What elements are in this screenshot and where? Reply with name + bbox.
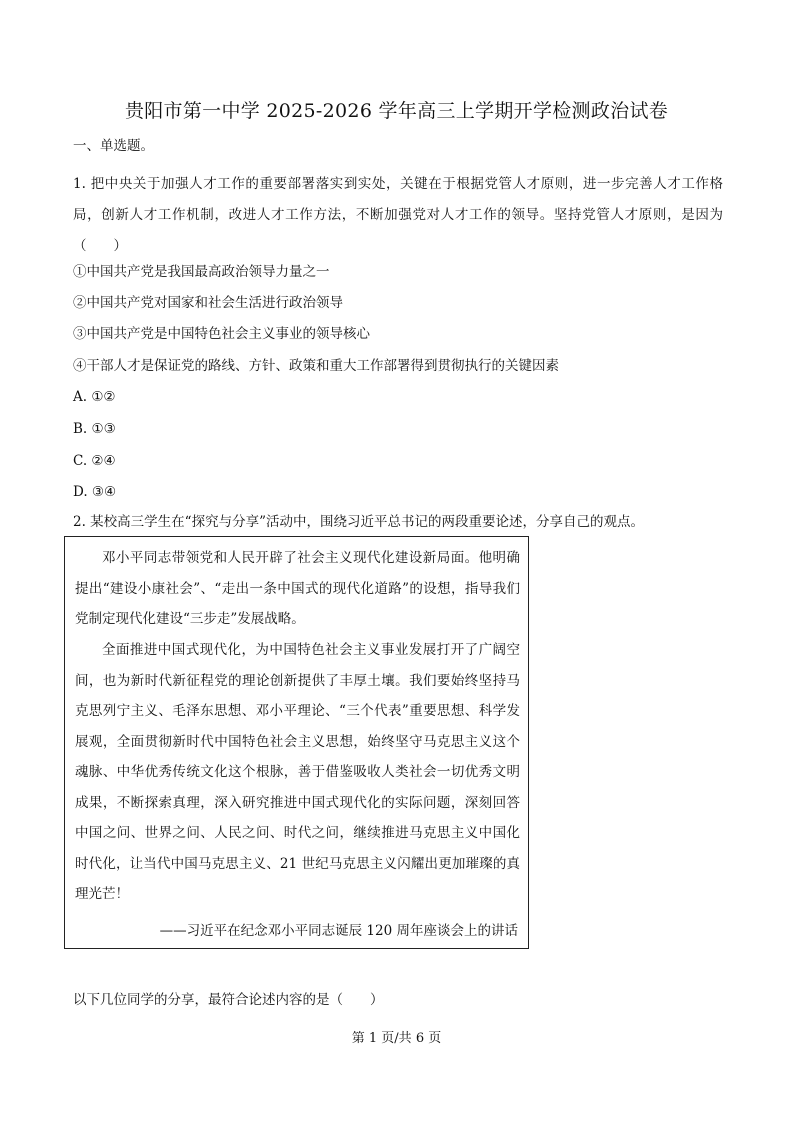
quote-paragraph-2: 全面推进中国式现代化，为中国特色社会主义事业发展打开了广阔空间，也为新时代新征程党的理论创新提供了丰厚土壤。我们要始终坚持马克思列宁主义、毛泽东思想、邓小平理论、“三个代表”重要思想、科学发展观，全面贯彻新时代中国特色社会主义思想，始终坚守马克思主义这个魂脉、中华优秀传统文化这个根脉，善于借鉴吸收人类社会一切优秀文明成果，不断探索真理，深入研究推进中国式现代化的实际问题，深刻回答中国之问、世界之问、人民之问、时代之问，继续推进马克思主义中国化时代化，让当代中国马克思主义、21 世纪马克思主义闪耀出更加璀璨的真理光芒！ xyxy=(75,642,520,902)
section-heading: 一、单选题。 xyxy=(73,138,154,154)
question-1-stem: 1. 把中央关于加强人才工作的重要部署落实到实处，关键在于根据党管人才原则，进一步完善人才工作格局，创新人才工作机制，改进人才工作方法，不断加强党对人才工作的领导。坚持党管人才原则，是因为（ ） xyxy=(73,176,723,254)
question-1-option-b: B. ①③ xyxy=(73,421,116,437)
quote-source: ——习近平在纪念邓小平同志诞辰 120 周年座谈会上的讲话 xyxy=(159,923,518,939)
question-2-stem: 2. 某校高三学生在“探究与分享”活动中，围绕习近平总书记的两段重要论述，分享自己的观点。 xyxy=(73,514,644,530)
question-1-item-3: ③中国共产党是中国特色社会主义事业的领导核心 xyxy=(73,326,370,342)
question-1-item-2: ②中国共产党对国家和社会生活进行政治领导 xyxy=(73,295,343,311)
question-1-option-c: C. ②④ xyxy=(73,453,116,469)
question-1-item-1: ①中国共产党是我国最高政治领导力量之一 xyxy=(73,264,330,280)
quote-box xyxy=(64,536,529,949)
exam-title: 贵阳市第一中学 2025-2026 学年高三上学期开学检测政治试卷 xyxy=(124,100,669,122)
page-number: 第 1 页/共 6 页 xyxy=(351,1031,442,1046)
quote-paragraph-1: 邓小平同志带领党和人民开辟了社会主义现代化建设新局面。他明确提出“建设小康社会”、“走出一条中国式的现代化道路”的设想，指导我们党制定现代化建设“三步走”发展战略。 xyxy=(75,550,520,627)
question-2-prompt: 以下几位同学的分享，最符合论述内容的是（ ） xyxy=(73,992,384,1008)
question-1-option-a: A. ①② xyxy=(73,389,116,405)
question-1-option-d: D. ③④ xyxy=(73,484,117,500)
question-1-item-4: ④干部人才是保证党的路线、方针、政策和重大工作部署得到贯彻执行的关键因素 xyxy=(73,358,559,374)
